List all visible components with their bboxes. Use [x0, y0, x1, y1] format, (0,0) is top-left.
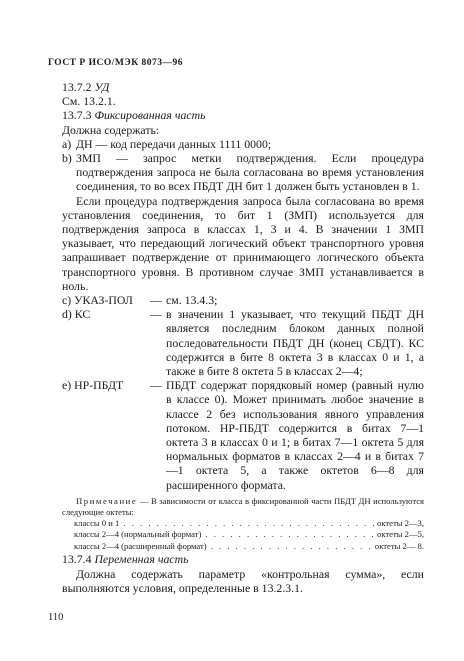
section-reference: См. 13.2.1. [62, 94, 116, 109]
page-number: 110 [48, 612, 64, 623]
note [62, 496, 424, 518]
section-13-7-2-heading [62, 80, 424, 94]
section-number: 13.7.4 [62, 552, 92, 567]
definition-item: е) НР-ПБДТ — ПБДТ содержат порядковый номер (равный нулю в классе 0). Может принимать любое значение в классе 2 без использования явного управления потоком. НР-ПБДТ содержится в битах 7—1 октета 3 в классах 0 и 1; в битах 7—1 октета 5 для нормальных форматов в классах 2—4 и в битах 7—1 октета 5, а также октетов 6—8 для расширенного формата. [62, 378, 424, 492]
body-paragraph: Если процедура подтверждения запроса была согласована во время установления соединения, то бит 1 (ЗМП) используется для подтверждения запроса в классах 1, 3 и 4. В значении 1 ЗМП указывает, что передающий логический объект транспортного уровня запрашивает подтверждение от принимающего логического объекта транспортного уровня. В противном случае ЗМП устанавливается в ноль. [62, 193, 424, 293]
section-intro: Должна содержать: [62, 122, 160, 137]
note-text: — В зависимости от класса в фиксированной части ПБДТ ДН используются следующие октеты: [62, 495, 424, 517]
running-header: ГОСТ Р ИСО/МЭК 8073—96 [48, 58, 184, 68]
section-13-7-3-heading [62, 108, 424, 122]
list-item: а) ДН — код передачи данных 1111 0000; [62, 136, 272, 151]
list-item: b) ЗМП — запрос метки подтверждения. Если процедура подтверждения запроса не была согласована во время установления соединения, то во всех ПБДТ ДН бит 1 должен быть установлен в 1. [62, 151, 424, 194]
section-title: Фиксированная часть [94, 108, 206, 123]
octet-row: классы 0 и 1 . . . октеты 2—3, [62, 518, 424, 530]
section-number: 13.7.3 [62, 108, 92, 123]
body-paragraph: Должна содержать параметр «контрольная сумма», если выполняются условия, определенные в 13.2.3.1. [62, 566, 424, 595]
definition-item: с) УКАЗ-ПОЛ — см. 13.4.3; [62, 293, 218, 308]
octet-row: классы 2—4 (нормальный формат) . . . октеты 2—5, [62, 529, 424, 541]
note-label: Примечание [76, 495, 138, 506]
octet-row: классы 2—4 (расширенный формат) . . . октеты 2— 8. [62, 541, 424, 553]
section-title: УД [94, 80, 110, 94]
section-number: 13.7.2 [62, 80, 92, 94]
section-title: Переменная часть [94, 552, 189, 567]
page-body [62, 80, 424, 595]
section-13-7-4-heading [62, 552, 424, 566]
definition-item: d) КС — в значении 1 указывает, что текущий ПБДТ ДН является последним блоком данных полной последовательности ПБДТ ДН (конец СБДТ). КС содержится в бите 8 октета 3 в классах 0 и 1, а также в бите 8 октета 5 в классах 2—4; [62, 307, 424, 379]
